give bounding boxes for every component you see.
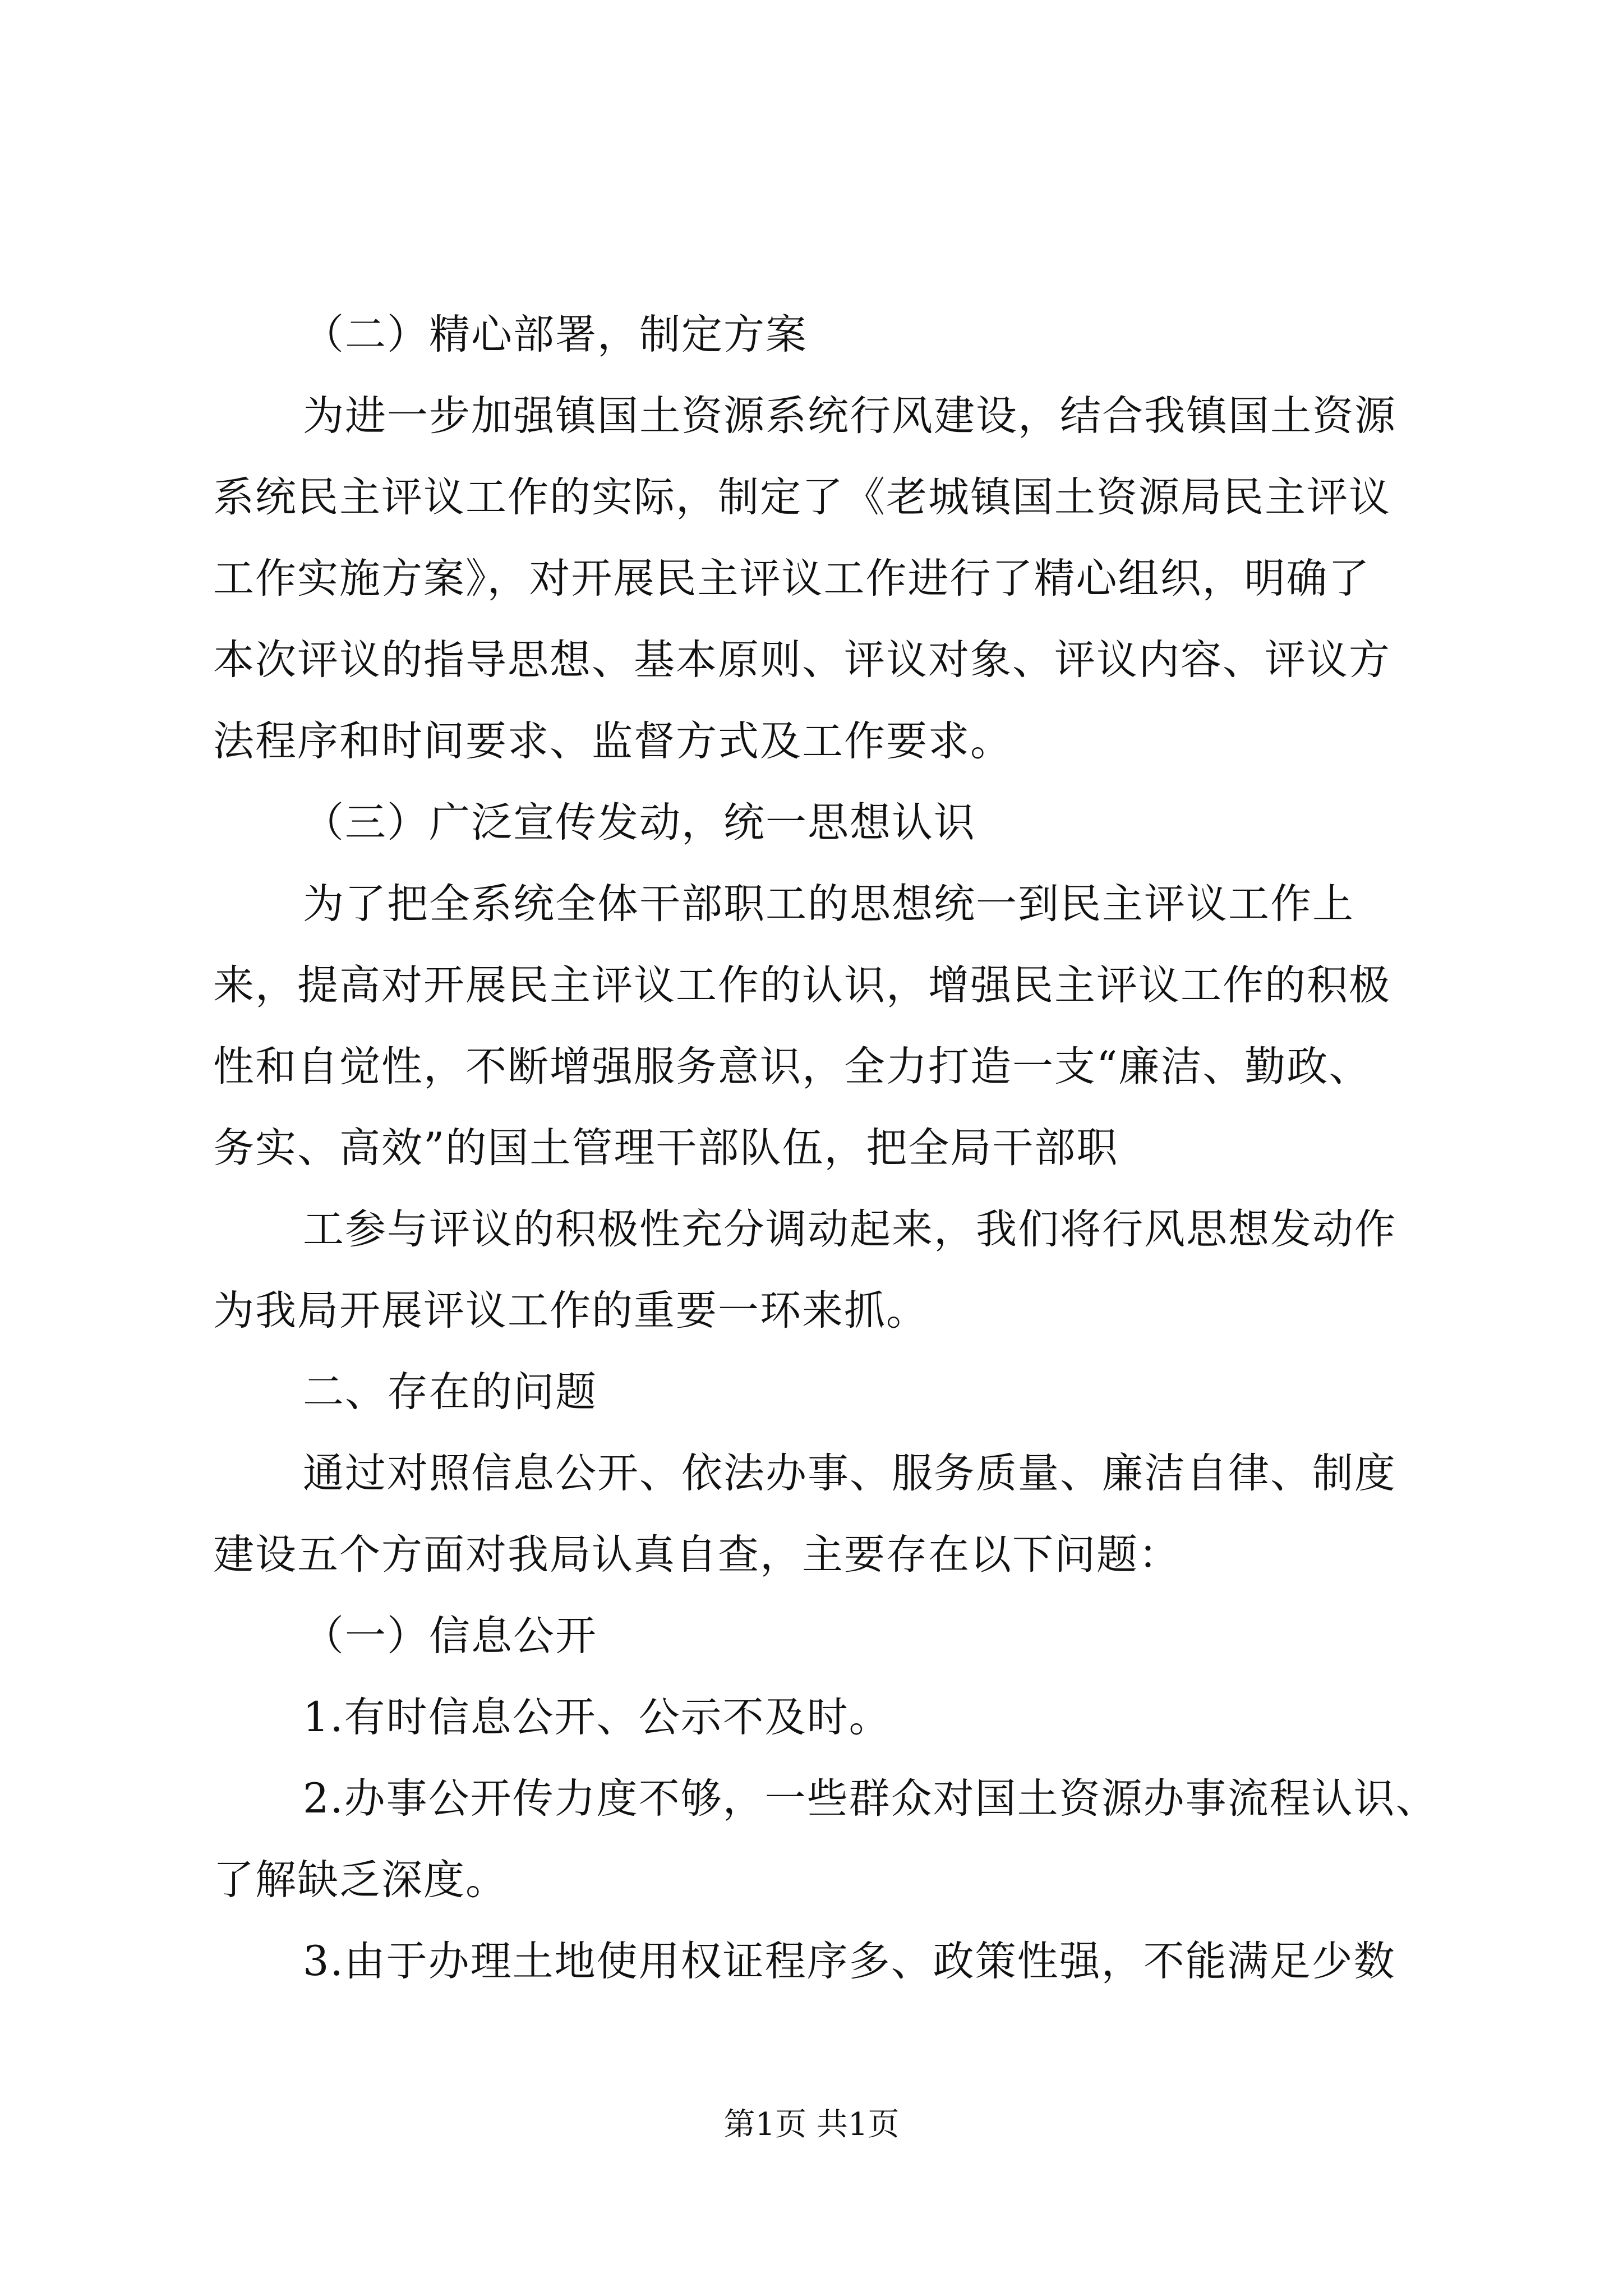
paragraph-line: 工参与评议的积极性充分调动起来，我们将行风思想发动作	[303, 1205, 1396, 1253]
section-heading: （二）精心部署，制定方案	[303, 311, 808, 358]
paragraph-line: 务实、高效”的国土管理干部队伍，把全局干部职	[213, 1124, 1119, 1172]
paragraph-line: 通过对照信息公开、依法办事、服务质量、廉洁自律、制度	[303, 1450, 1396, 1497]
paragraph-line: 工作实施方案》，对开展民主评议工作进行了精心组织，明确了	[213, 555, 1371, 602]
section-heading: （一）信息公开	[303, 1612, 597, 1660]
paragraph-line: 性和自觉性，不断增强服务意识，全力打造一支“廉洁、勤政、	[213, 1043, 1371, 1091]
section-heading: 二、存在的问题	[303, 1368, 597, 1416]
paragraph-line: 为进一步加强镇国土资源系统行风建设，结合我镇国土资源	[303, 392, 1396, 440]
paragraph-line: 了解缺乏深度。	[213, 1856, 508, 1904]
paragraph-line: 为我局开展评议工作的重要一环来抓。	[213, 1287, 928, 1335]
paragraph-line: 来，提高对开展民主评议工作的认识，增强民主评议工作的积极	[213, 961, 1391, 1009]
paragraph-line: 法程序和时间要求、监督方式及工作要求。	[213, 717, 1012, 765]
section-heading: （三）广泛宣传发动，统一思想认识	[303, 799, 976, 846]
list-item: 3.由于办理土地使用权证程序多、政策性强，不能满足少数	[303, 1938, 1396, 1985]
list-item: 1.有时信息公开、公示不及时。	[303, 1694, 891, 1741]
list-item: 2.办事公开传力度不够，一些群众对国土资源办事流程认识、	[303, 1775, 1438, 1823]
paragraph-line: 建设五个方面对我局认真自查，主要存在以下问题：	[213, 1531, 1181, 1579]
paragraph-line: 本次评议的指导思想、基本原则、评议对象、评议内容、评议方	[213, 636, 1391, 684]
paragraph-line: 为了把全系统全体干部职工的思想统一到民主评议工作上	[303, 880, 1354, 928]
paragraph-line: 系统民主评议工作的实际，制定了《老城镇国土资源局民主评议	[213, 473, 1391, 521]
page-footer: 第1页 共1页	[723, 2106, 900, 2143]
